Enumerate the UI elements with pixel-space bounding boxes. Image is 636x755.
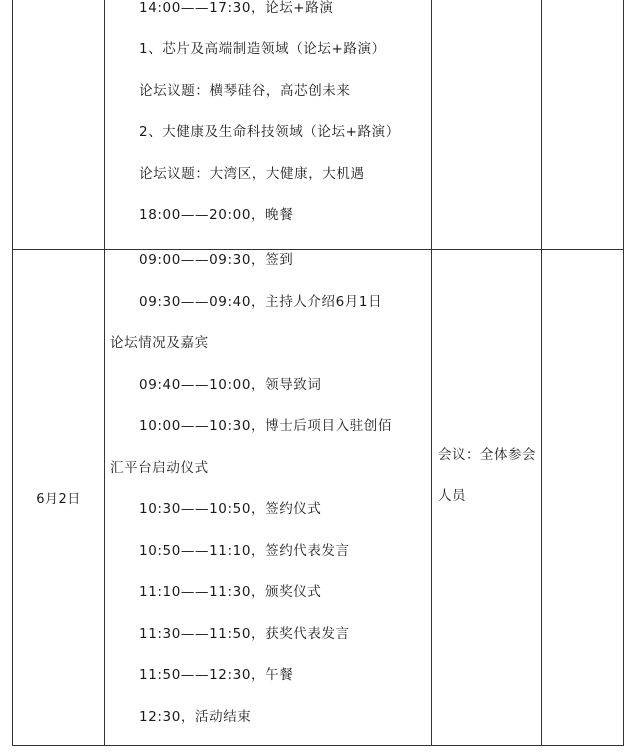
participants-cell — [432, 0, 542, 250]
agenda-line: 11:30——11:50，获奖代表发言 — [139, 626, 350, 642]
agenda-line: 09:30——09:40，主持人介绍6月1日 — [139, 294, 383, 310]
agenda-line: 论坛议题：大湾区，大健康，大机遇 — [139, 166, 365, 182]
agenda-line: 10:30——10:50，签约仪式 — [139, 501, 322, 517]
agenda-line: 汇平台启动仪式 — [110, 460, 209, 476]
table-row — [13, 0, 624, 250]
agenda-cell — [105, 250, 432, 746]
agenda-line: 14:00——17:30，论坛+路演 — [139, 0, 334, 16]
agenda-line: 10:50——11:10，签约代表发言 — [139, 543, 350, 559]
date-cell — [13, 250, 105, 746]
agenda-line: 09:40——10:00，领导致词 — [139, 377, 322, 393]
notes-cell — [542, 250, 624, 746]
agenda-line: 09:00——09:30，签到 — [139, 252, 294, 268]
agenda-line: 11:50——12:30，午餐 — [139, 667, 294, 683]
notes-cell — [542, 0, 624, 250]
date-label: 6月2日 — [36, 492, 81, 507]
participants-text: 会议：全体参会人员 — [438, 447, 536, 504]
agenda-line: 12:30，活动结束 — [139, 709, 252, 725]
agenda-line: 2、大健康及生命科技领域（论坛+路演） — [139, 124, 400, 140]
agenda-line: 1、芯片及高端制造领域（论坛+路演） — [139, 41, 386, 57]
agenda-line: 论坛情况及嘉宾 — [110, 335, 209, 351]
agenda-line: 11:10——11:30，颁奖仪式 — [139, 584, 322, 600]
table-row — [13, 250, 624, 746]
agenda-line: 10:00——10:30，博士后项目入驻创佰 — [139, 418, 393, 434]
participants-cell — [432, 250, 542, 746]
agenda-line: 18:00——20:00，晚餐 — [139, 207, 294, 223]
date-cell — [13, 0, 105, 250]
agenda-line: 论坛议题：横琴硅谷，高芯创未来 — [139, 83, 351, 99]
agenda-cell — [105, 0, 432, 250]
schedule-table — [12, 0, 624, 746]
